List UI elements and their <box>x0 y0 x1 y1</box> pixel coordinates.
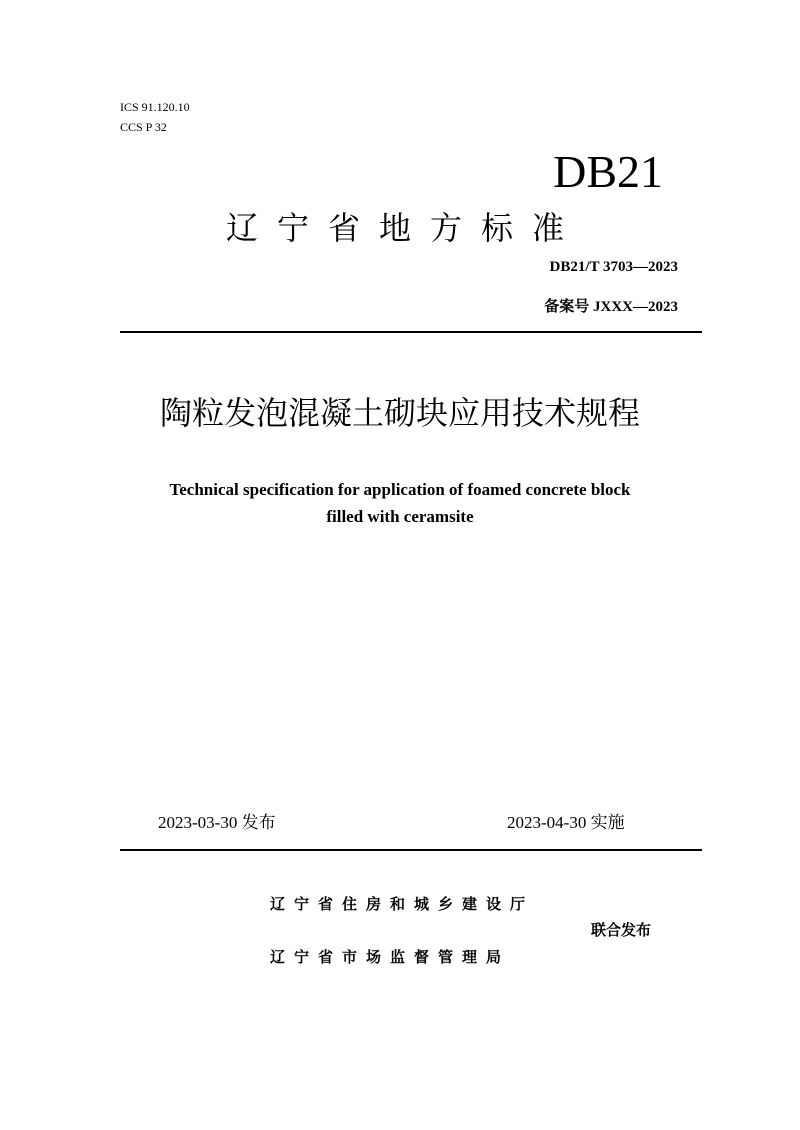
issuer-market-supervision: 辽宁省市场监督管理局 <box>270 948 511 966</box>
ics-code: ICS 91.120.10 <box>120 100 190 114</box>
document-title-chinese: 陶粒发泡混凝土砌块应用技术规程 <box>159 394 640 432</box>
english-title-line-1: Technical specification for application of foamed concrete block <box>169 480 631 499</box>
standard-number: DB21/T 3703—2023 <box>549 259 678 275</box>
standard-type-heading: 辽宁省地方标准 <box>226 209 584 247</box>
implementation-date: 2023-04-30 实施 <box>507 813 625 832</box>
issue-date: 2023-03-30 发布 <box>158 813 276 832</box>
bottom-divider <box>120 849 702 851</box>
filing-number: 备案号 JXXX—2023 <box>544 299 678 315</box>
issuer-housing-department: 辽宁省住房和城乡建设厅 <box>270 895 535 913</box>
top-divider <box>120 331 702 333</box>
ccs-code: CCS P 32 <box>120 120 167 134</box>
joint-issue-label: 联合发布 <box>591 921 652 939</box>
english-title-line-2: filled with ceramsite <box>326 507 474 526</box>
document-title-english <box>100 476 700 530</box>
standard-code: DB21 <box>553 146 663 197</box>
